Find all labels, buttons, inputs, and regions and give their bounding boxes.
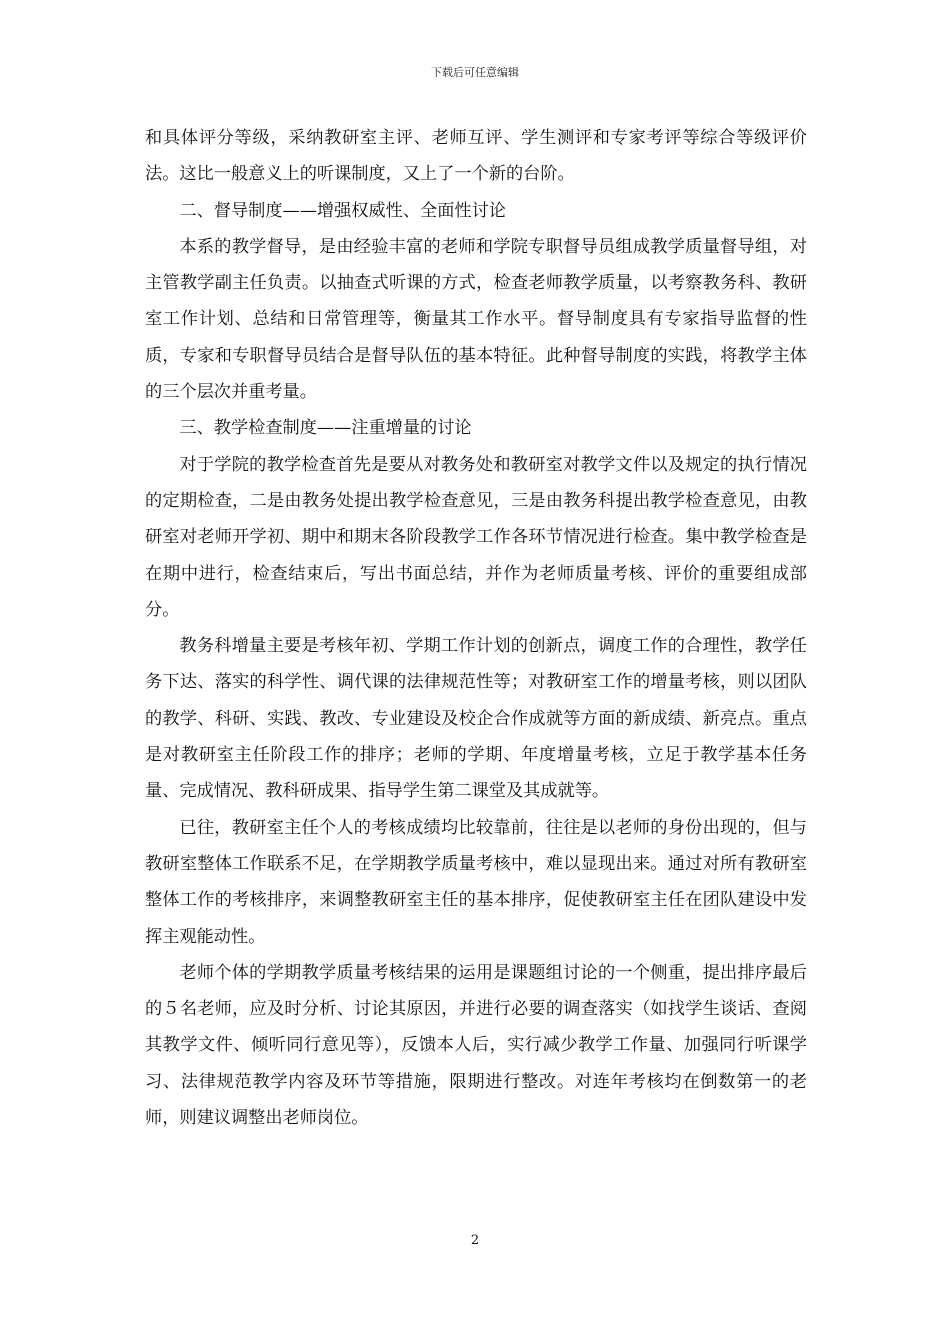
paragraph: 教务科增量主要是考核年初、学期工作计划的创新点，调度工作的合理性，教学任务下达、落实的科学性、调代课的法律规范性等；对教研室工作的增量考核，则以团队的教学、科研、实践、教改、专业建设及校企合作成就等方面的新成绩、新亮点。重点是对教研室主任阶段工作的排序；老师的学期、年度增量考核，立足于教学基本任务量、完成情况、教科研成果、指导学生第二课堂及其成就等。 [145, 636, 807, 802]
paragraph: 已往，教研室主任个人的考核成绩均比较靠前，往往是以老师的身份出现的，但与教研室整体工作联系不足，在学期教学质量考核中，难以显现出来。通过对所有教研室整体工作的考核排序，来调整教研室主任的基本排序，促使教研室主任在团队建设中发挥主观能动性。 [145, 817, 807, 947]
section-heading-inspection: 三、教学检查制度——注重增量的讨论 [179, 418, 472, 439]
page-header: 下载后可任意编辑 [431, 66, 519, 79]
paragraph: 本系的教学督导，是由经验丰富的老师和学院专职督导员组成教学质量督导组，对主管教学副主任负责。以抽查式听课的方式，检查老师教学质量，以考察教务科、教研室工作计划、总结和日常管理等，衡量其工作水平。督导制度具有专家指导监督的性质，专家和专职督导员结合是督导队伍的基本特征。此种督导制度的实践，将教学主体的三个层次并重考量。 [145, 236, 807, 403]
paragraph: 老师个体的学期教学质量考核结果的运用是课题组讨论的一个侧重，提出排序最后的５名老师，应及时分析、讨论其原因，并进行必要的调查落实（如找学生谈话、查阅其教学文件、倾听同行意见等），反馈本人后，实行减少教学工作量、加强同行听课学习、法律规范教学内容及环节等措施，限期进行整改。对连年考核均在倒数第一的老师，则建议调整出老师岗位。 [145, 962, 807, 1129]
paragraph-continuation: 和具体评分等级，采纳教研室主评、老师互评、学生测评和专家考评等综合等级评价法。这比一般意义上的听课制度，又上了一个新的台阶。 [145, 128, 807, 185]
section-heading-supervision: 二、督导制度——增强权威性、全面性讨论 [179, 200, 506, 221]
page-number: 2 [470, 1233, 480, 1248]
document-body [145, 120, 807, 1136]
paragraph: 对于学院的教学检查首先是要从对教务处和教研室对教学文件以及规定的执行情况的定期检查，二是由教务处提出教学检查意见，三是由教务科提出教学检查意见，由教研室对老师开学初、期中和期末各阶段教学工作各环节情况进行检查。集中教学检查是在期中进行，检查结束后，写出书面总结，并作为老师质量考核、评价的重要组成部分。 [145, 454, 807, 620]
